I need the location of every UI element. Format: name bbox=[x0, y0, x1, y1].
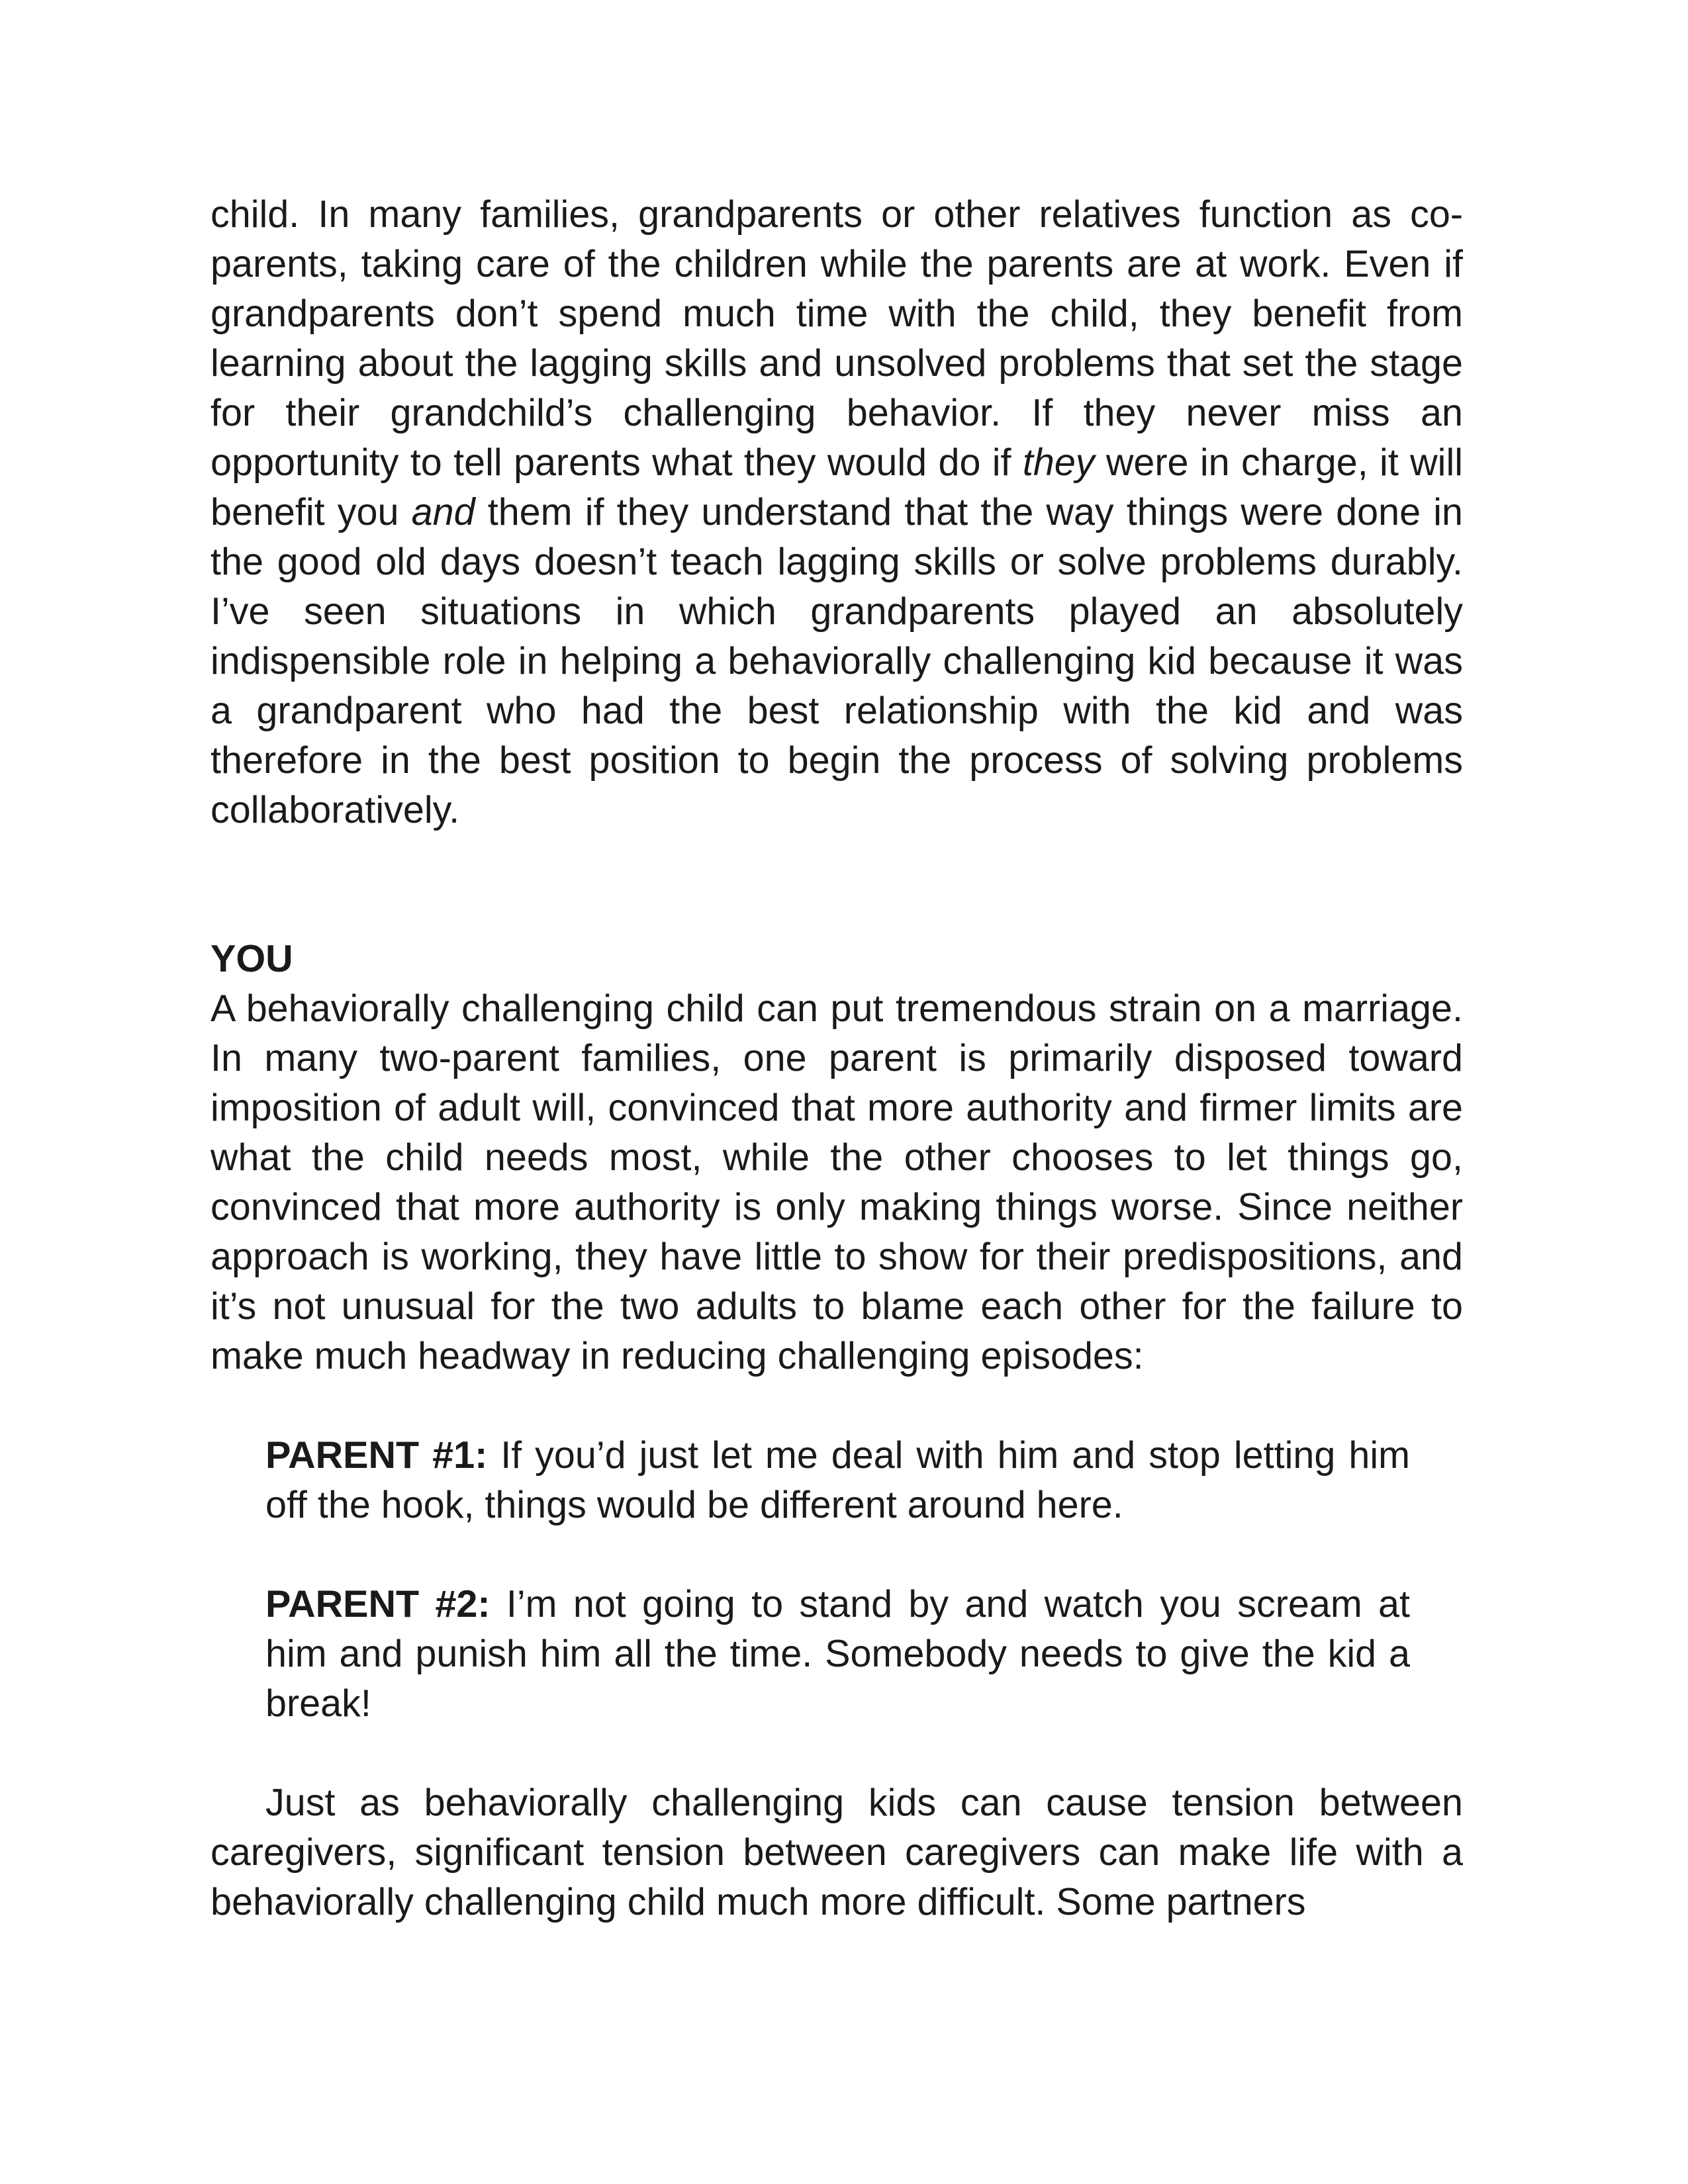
page-body bbox=[211, 190, 1463, 1927]
section-heading: YOU bbox=[211, 938, 293, 980]
intro-text-1: child. In many families, grandparents or other relatives function as co-parents, taking care of the children while the parents are at work. Even if grandparents don’t spend much time with the child, they benefit from learning about the lagging skills and unsolved problems that set the stage for their grandchild’s challenging behavior. If they never miss an opportunity to tell parents what they would do if bbox=[211, 193, 1463, 484]
dialogue-line-parent-1 bbox=[265, 1431, 1410, 1530]
intro-paragraph bbox=[211, 190, 1463, 835]
intro-emphasis-they: they bbox=[1022, 441, 1095, 484]
dialogue-line-parent-2 bbox=[265, 1580, 1410, 1729]
intro-text-2: were in charge, it will benefit you bbox=[211, 441, 1463, 533]
speaker-label: PARENT #1: bbox=[265, 1434, 488, 1477]
intro-emphasis-and: and bbox=[411, 491, 475, 533]
dialogue-block bbox=[211, 1431, 1463, 1729]
intro-text-3: them if they understand that the way things were done in the good old days doesn’t teach lagging skills or solve problems durably. I’ve seen situations in which grandparents played an absolutely indispensible role in helping a behaviorally challenging kid because it was a grandparent who had the best relationship with the kid and was therefore in the best position to begin the process of solving problems collaboratively. bbox=[211, 491, 1463, 831]
dialogue-text: I’m not going to stand by and watch you scream at him and punish him all the time. Somebody needs to give the kid a break! bbox=[265, 1583, 1410, 1725]
dialogue-text: If you’d just let me deal with him and stop letting him off the hook, things would be different around here. bbox=[265, 1434, 1410, 1526]
closing-paragraph: Just as behaviorally challenging kids can cause tension between caregivers, significant tension between caregivers can make life with a behaviorally challenging child much more difficult. Some partners bbox=[211, 1782, 1463, 1923]
speaker-label: PARENT #2: bbox=[265, 1583, 491, 1625]
section-paragraph: A behaviorally challenging child can put tremendous strain on a marriage. In many two-parent families, one parent is primarily disposed toward imposition of adult will, convinced that more authority and firmer limits are what the child needs most, while the other chooses to let things go, convinced that more authority is only making things worse. Since neither approach is working, they have little to show for their predispositions, and it’s not unusual for the two adults to blame each other for the failure to make much headway in reducing challenging episodes: bbox=[211, 987, 1463, 1377]
